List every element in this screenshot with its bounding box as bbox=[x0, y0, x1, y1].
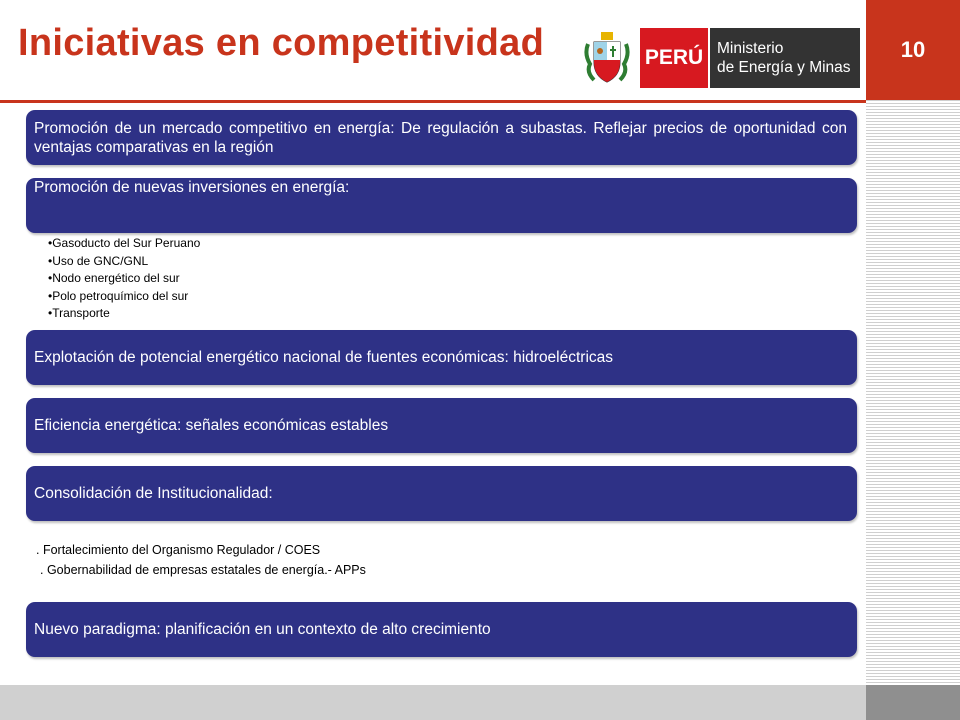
list-item: • Uso de GNC/GNL bbox=[48, 253, 200, 271]
institutional-subline: . Fortalecimiento del Organismo Regulador / COES bbox=[36, 543, 321, 557]
footer-bar bbox=[0, 685, 866, 720]
institutional-subline: . Gobernabilidad de empresas estatales de energía.- APPs bbox=[40, 563, 366, 577]
ministry-line-2: de Energía y Minas bbox=[717, 59, 851, 76]
title-underline bbox=[0, 100, 866, 103]
decorative-stripes bbox=[866, 100, 960, 685]
initiative-bar-market bbox=[26, 110, 857, 165]
list-item: • Transporte bbox=[48, 305, 200, 323]
coat-of-arms-icon bbox=[584, 30, 630, 86]
list-item: • Gasoducto del Sur Peruano bbox=[48, 235, 200, 253]
initiative-text: Promoción de un mercado competitivo en energía: De regulación a subastas. Reflejar precios de oportunidad con ventajas comparativas en la región bbox=[34, 119, 847, 156]
initiative-text: Nuevo paradigma: planificación en un contexto de alto crecimiento bbox=[34, 621, 491, 638]
initiative-text: Explotación de potencial energético nacional de fuentes económicas: hidroeléctricas bbox=[34, 349, 614, 366]
initiative-text: Eficiencia energética: señales económicas estables bbox=[34, 417, 389, 434]
list-item: • Nodo energético del sur bbox=[48, 270, 200, 288]
initiative-text: Consolidación de Institucionalidad: bbox=[34, 485, 273, 502]
initiative-text: Promoción de nuevas inversiones en energía: bbox=[34, 179, 350, 196]
ministry-line-1: Ministerio bbox=[717, 40, 784, 57]
footer-corner bbox=[866, 685, 960, 720]
initiative-bar-hydro bbox=[26, 330, 857, 385]
page-number: 10 bbox=[866, 0, 960, 100]
initiative-bar-efficiency bbox=[26, 398, 857, 453]
page-title: Iniciativas en competitividad bbox=[18, 22, 545, 64]
ministry-logo bbox=[710, 28, 860, 88]
initiative-bar-investment bbox=[26, 178, 857, 233]
peru-logo: PERÚ bbox=[640, 28, 708, 88]
investment-bullet-list bbox=[48, 235, 200, 323]
initiative-bar-institutional bbox=[26, 466, 857, 521]
list-item: • Polo petroquímico del sur bbox=[48, 288, 200, 306]
initiative-bar-paradigm bbox=[26, 602, 857, 657]
